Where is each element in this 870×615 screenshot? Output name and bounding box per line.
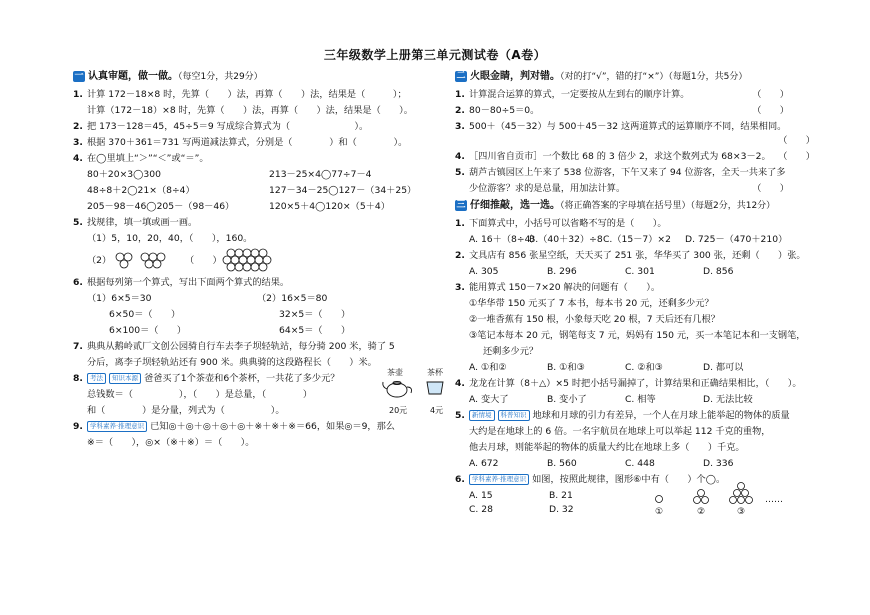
- right-column: [455, 70, 815, 518]
- pattern-figure-labels: ① ② ③ ……: [655, 495, 783, 517]
- choice-1-options: A. 16＋（8÷4） B.（40＋32）÷8 C.（15－7）×2 D. 725－（470＋210）: [469, 234, 788, 245]
- section-number-icon: 二: [456, 71, 466, 81]
- section-title: 认真审题，做一做。: [88, 71, 178, 82]
- choice-2: 2. 文具店有 856 张星空纸，天天买了 251 张，华华买了 300 张，还剩（ ）张。: [455, 250, 806, 261]
- question-tag: 考法: [87, 373, 106, 384]
- question-3: 3. 根据 370＋361＝731 写两道减法算式，分别是（ ）和（ ）。: [73, 137, 408, 148]
- teapot-cup-figure: [381, 366, 455, 416]
- choice-6: 6. 学科素养·推理意识 如图，按照此规律，图形⑥中有（ ）个◯。: [455, 474, 726, 485]
- question-tag-2: 知识本源: [109, 373, 141, 384]
- choice-2-options: A. 305 B. 296 C. 301 D. 856: [469, 266, 734, 277]
- teapot-label: 茶壶: [387, 368, 403, 377]
- choice-6-block: [455, 473, 815, 517]
- choice-5-line-2: 大约是在地球上的 6 倍。一名宇航员在地球上可以举起 112 千克的重物，: [469, 426, 771, 437]
- question-tag: 新情境: [469, 410, 495, 421]
- question-tag-2: 科普知识: [498, 410, 530, 421]
- cup-price: 4元: [430, 406, 444, 415]
- question-7-line-2: 分后，离李子坝轻轨站还有 900 米。典典骑的这段路程长（ ）米。: [87, 357, 377, 368]
- question-1: 1. 计算 172－18×8 时，先算（ ）法，再算（ ）法，结果是（ ）；: [73, 89, 407, 100]
- choice-4-options: A. 变大了 B. 变小了 C. 相等 D. 无法比较: [469, 394, 753, 405]
- question-8-block: [73, 368, 451, 418]
- choice-6-options: A. 15 B. 21 C. 28 D. 32: [469, 490, 574, 515]
- choice-3-scenario-2: ②一堆香蕉有 150 根，小象每天吃 20 根，7 天后还有几根？: [469, 314, 720, 325]
- left-column: [73, 70, 451, 452]
- question-1-line-2: 计算（172－18）×8 时，先算（ ）法，再算（ ）法，结果是（ ）。: [87, 105, 413, 116]
- judge-4: 4. ［四川省自贡市］一个数比 68 的 3 倍少 2，求这个数列式为 68×3－2。 （ ）: [455, 151, 815, 162]
- question-tag: 学科素养·推理意识: [469, 474, 529, 485]
- choice-3-scenario-3-cont: 还剩多少元？: [483, 346, 539, 357]
- choice-5: 5. 新情境 科普知识 地球和月球的引力有差异，一个人在月球上能举起的物体的质量: [455, 410, 790, 421]
- question-9: 9. 学科素养·推理意识 已知◎＋◎＋◎＋◎＋◎＋※＋※＋※＝66，如果◎＝9，那么: [73, 421, 395, 432]
- question-4-comparisons: 80＋20×3◯300 213－25×4◯77÷7－4 48÷8＋2◯21×（8÷4） 127－34－25◯127－（34＋25） 205－98－46◯205－（98－46） 120×5＋4◯120×（5＋4）: [87, 169, 417, 212]
- section-number-icon: 一: [74, 71, 84, 81]
- question-5: 5. 找规律，填一填或画一画。: [73, 217, 198, 228]
- choice-3-scenario-3: ③笔记本每本 20 元，钢笔每支 7 元，妈妈有 150 元，买一本笔记本和一支钢笔，: [469, 330, 806, 341]
- question-4: 4. 在◯里填上“＞”“＜”或“＝”。: [73, 153, 209, 164]
- question-8: 8. 考法 知识本源 爸爸买了1个茶壶和6个茶杯，一共花了多少元？: [73, 373, 340, 384]
- judge-1: 1. 计算混合运算的算式，一定要按从左到右的顺序计算。 （ ）: [455, 89, 789, 100]
- question-6-columns: （1）6×5＝30 （2）16×5＝80 6×50＝（ ） 32×5＝（ ） 6×100＝（ ） 64×5＝（ ）: [87, 293, 351, 336]
- choice-3-scenario-1: ①华华带 150 元买了 7 本书，每本书 20 元，还剩多少元？: [469, 298, 714, 309]
- section-3-header: [455, 199, 815, 213]
- section-2-header: [455, 70, 815, 84]
- question-6: 6. 根据每列第一个算式，写出下面两个算式的结果。: [73, 277, 290, 288]
- cup-label: 茶杯: [427, 368, 443, 377]
- teapot-icon: [381, 377, 415, 399]
- judge-2: 2. 80－80÷5＝0。 （ ）: [455, 105, 789, 116]
- section-number-icon: 三: [456, 200, 466, 210]
- section-note: （将正确答案的字母填在括号里）（每题2分，共12分）: [560, 201, 776, 211]
- section-note: （对的打“√”，错的打“×”）（每题1分，共5分）: [560, 72, 748, 82]
- judge-3: 3. 500＋（45－32）与 500＋45－32 这两道算式的运算顺序不同，结果相同。 （ ）: [455, 121, 815, 146]
- question-7: 7. 典典从鹅岭贰厂文创公园骑自行车去李子坝轻轨站，每分骑 200 米，骑了 5: [73, 341, 395, 352]
- section-note: （每空1分，共29分）: [178, 72, 263, 82]
- cup-icon: [425, 380, 447, 396]
- question-9-line-2: ※＝（ ），◎×（※＋※）＝（ ）。: [87, 437, 255, 448]
- section-1-header: [73, 70, 451, 84]
- page-title: 三年级数学上册第三单元测试卷（A卷）: [323, 48, 547, 62]
- choice-3: 3. 能用算式 150－7×20 解决的问题有（ ）。: [455, 282, 661, 293]
- question-5-part-2: （2） （ ）: [73, 248, 451, 274]
- choice-5-options: A. 672 B. 560 C. 448 D. 336: [469, 458, 734, 469]
- judge-5-line-2: 少位游客？求的是总量，用加法计算。 （ ）: [469, 183, 789, 194]
- section-title: 火眼金睛，判对错。: [470, 71, 560, 82]
- choice-1: 1. 下面算式中，小括号可以省略不写的是（ ）。: [455, 218, 667, 229]
- question-5-part-1: （1）5，10，20，40，（ ），160。: [87, 233, 253, 244]
- choice-5-line-3: 他去月球，则能举起的物体的质量大约比在地球上多（ ）千克。: [469, 442, 745, 453]
- section-title: 仔细推敲，选一选。: [470, 200, 560, 211]
- question-2: 2. 把 173－128＝45，45÷5＝9 写成综合算式为（ ）。: [73, 121, 369, 132]
- question-8-line-3: 和（ ）是分量，列式为（ ）。: [87, 405, 285, 416]
- teapot-price: 20元: [389, 406, 408, 415]
- judge-5: 5. 葫芦古镇园区上午来了 538 位游客，下午又来了 94 位游客，全天一共来了多: [455, 167, 786, 178]
- question-8-line-2: 总钱数＝（ ），（ ）是总量，（ ）: [87, 389, 313, 400]
- choice-4: 4. 龙龙在计算（8＋△）×5 时把小括号漏掉了，计算结果和正确结果相比，（ ）。: [455, 378, 802, 389]
- question-tag: 学科素养·推理意识: [87, 421, 147, 432]
- choice-3-options: A. ①和② B. ①和③ C. ②和③ D. 都可以: [469, 362, 744, 373]
